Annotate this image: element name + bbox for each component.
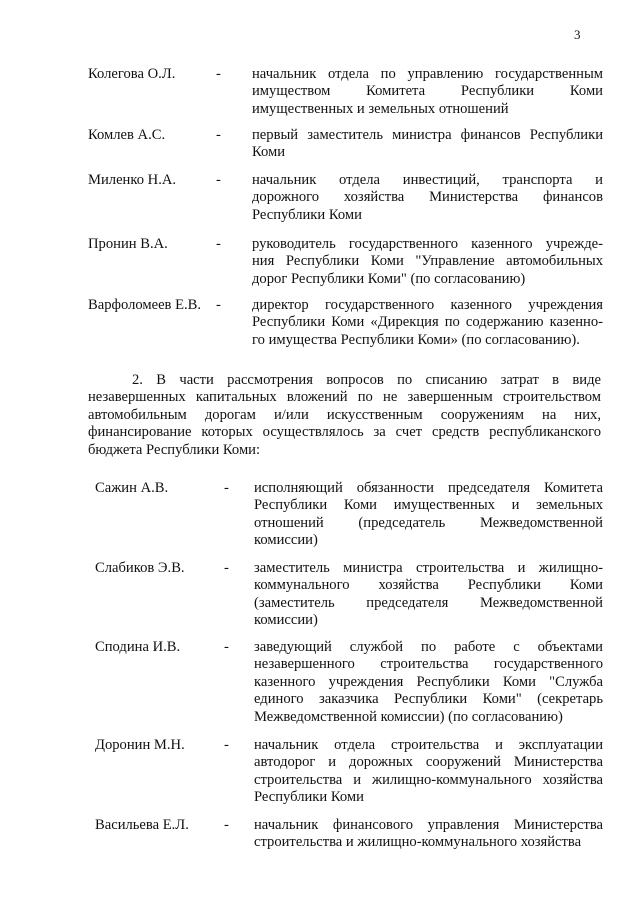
position-line: Межведомственной комиссии) (по согласованию) (254, 708, 563, 725)
dash-separator: - (216, 236, 221, 252)
position-line: заместитель министра строительства и жилищно- (254, 560, 603, 576)
dash-separator: - (224, 817, 229, 833)
position-line: строительства и жилищно-коммунального хозяйства (254, 834, 582, 851)
dash-separator: - (224, 737, 229, 753)
position-line: дорожного хозяйства Министерства финансов (252, 189, 603, 206)
position-line: комиссии) (254, 612, 318, 629)
position-line: Республики Коми «Дирекция по содержанию казенно- (252, 314, 603, 331)
position-line: автодорог и дорожных сооружений Министерства (254, 754, 603, 771)
position-line: отношений (председатель Межведомственной (254, 514, 603, 531)
position-line: первый заместитель министра финансов Республики (252, 127, 603, 143)
member-name: Варфоломеев Е.В. (88, 297, 202, 313)
position-line: имуществом Комитета Республики Коми (252, 83, 603, 100)
dash-separator: - (224, 639, 229, 655)
position-line: начальник отдела по управлению государственным (252, 66, 603, 82)
position-line: директор государственного казенного учреждения (252, 297, 603, 313)
member-name: Колегова О.Л. (88, 66, 176, 82)
position-line: Республики Коми (254, 789, 364, 806)
member-name: Доронин М.Н. (95, 737, 185, 753)
position-line: Республики Коми имущественных и земельных (254, 497, 603, 514)
paragraph-line: бюджета Республики Коми: (88, 441, 261, 458)
position-line: комиссии) (254, 532, 318, 549)
paragraph-line: автомобильным дорогам и/или искусственным сооружениям на них, (88, 406, 601, 423)
section-2-intro (88, 372, 601, 459)
member-name: Сажин А.В. (95, 480, 169, 496)
member-position (254, 817, 603, 852)
position-line: начальник отдела инвестиций, транспорта и (252, 172, 603, 188)
position-line: незавершенного строительства государственного (254, 656, 603, 673)
position-line: начальник отдела строительства и эксплуатации (254, 737, 603, 753)
member-position (252, 66, 603, 118)
page-number: 3 (574, 27, 581, 42)
dash-separator: - (216, 172, 221, 188)
member-position (254, 737, 603, 807)
dash-separator: - (216, 127, 221, 143)
member-name: Васильева Е.Л. (95, 817, 189, 833)
position-line: ния Республики Коми "Управление автомобильных (252, 253, 603, 270)
member-name: Сподина И.В. (95, 639, 181, 655)
member-position (254, 639, 603, 726)
member-name: Комлев А.С. (88, 127, 166, 143)
position-line: имущественных и земельных отношений (252, 100, 509, 117)
position-line: начальник финансового управления Министерства (254, 817, 603, 833)
member-position (252, 127, 603, 162)
member-name: Слабиков Э.В. (95, 560, 185, 576)
dash-separator: - (224, 560, 229, 576)
position-line: (заместитель председателя Межведомственной (254, 594, 603, 611)
position-line: дорог Республики Коми" (по согласованию) (252, 270, 526, 287)
member-position (252, 172, 603, 224)
member-name: Миленко Н.А. (88, 172, 177, 188)
position-line: казенного учреждения Республики Коми "Служба (254, 673, 603, 690)
position-line: руководитель государственного казенного учрежде- (252, 236, 603, 252)
position-line: коммунального хозяйства Республики Коми (254, 577, 603, 594)
member-position (254, 480, 603, 550)
position-line: заведующий службой по работе с объектами (254, 639, 603, 655)
paragraph-line: незавершенных капитальных вложений по не завершенным строительством (88, 389, 601, 406)
position-line: го имущества Республики Коми» (по согласованию). (252, 331, 580, 348)
paragraph-line: 2. В части рассмотрения вопросов по списанию затрат в виде (132, 372, 601, 388)
position-line: исполняющий обязанности председателя Комитета (254, 480, 603, 496)
dash-separator: - (224, 480, 229, 496)
dash-separator: - (216, 297, 221, 313)
position-line: Коми (252, 144, 286, 161)
dash-separator: - (216, 66, 221, 82)
position-line: строительства и жилищно-коммунального хозяйства (254, 771, 603, 788)
member-name: Пронин В.А. (88, 236, 168, 252)
paragraph-line: финансирование которых осуществлялось за счет средств республиканского (88, 424, 601, 441)
member-position (254, 560, 603, 630)
member-position (252, 297, 603, 349)
member-position (252, 236, 603, 288)
position-line: Республики Коми (252, 206, 362, 223)
position-line: единого заказчика Республики Коми" (секретарь (254, 691, 603, 708)
